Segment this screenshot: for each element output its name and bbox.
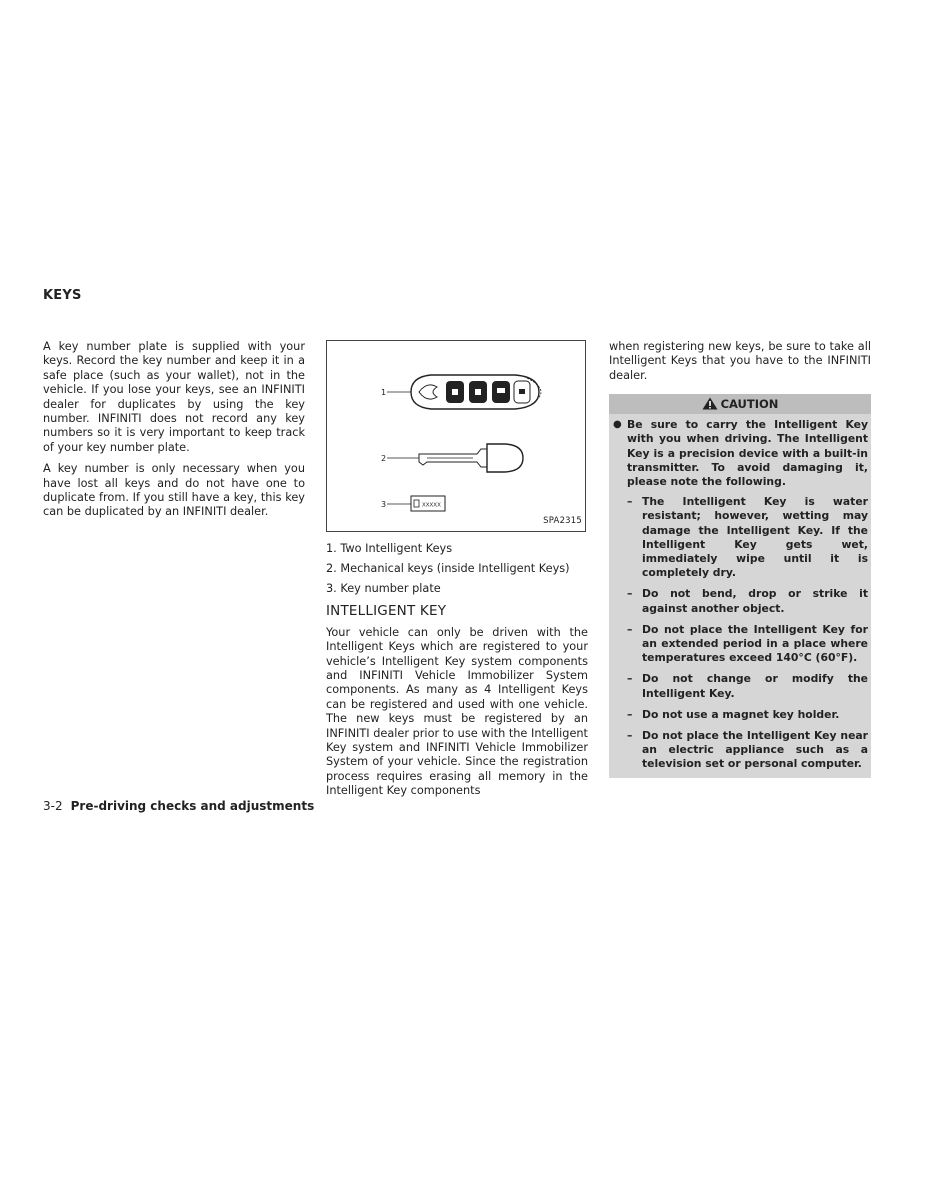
caution-box — [609, 394, 871, 777]
legend-item: 3. Key number plate — [326, 582, 441, 595]
caution-dash-item — [627, 495, 868, 580]
keys-illustration — [327, 341, 587, 533]
caution-header — [609, 394, 871, 414]
key-plate-paragraph: A key number plate is supplied with your keys. Record the key number and keep it in a safe place (such as your wallet), not in the vehicle. If you lose your keys, see an INFINITI dealer for duplicates by using the key number. INFINITI does not record any key numbers so it is very important to keep track of your key number plate. — [43, 340, 305, 454]
intelligent-key-paragraph: Your vehicle can only be driven with the Intelligent Keys which are registered to your vehicle’s Intelligent Key system components and INFINITI Vehicle Immobilizer System components. As many as 4 Intelligent Keys can be registered and used with one vehicle. The new keys must be registered by an INFINITI dealer prior to use with the Intelligent Key system and INFINITI Vehicle Immobilizer System of your vehicle. Since the registration process requires erasing all memory in the Intelligent Key components — [326, 625, 588, 798]
figure-code: SPA2315 — [543, 515, 582, 526]
callout-3: 3 — [381, 500, 387, 509]
caution-dash-text: Do not use a magnet key holder. — [642, 707, 840, 721]
intelligent-key-fob — [411, 375, 541, 409]
keys-figure — [326, 340, 586, 532]
figure-legend — [326, 542, 588, 596]
key-number-paragraph: A key number is only necessary when you have lost all keys and do not have one to duplicate from. If you still have a key, this key can be duplicated by an INFINITI dealer. — [43, 462, 305, 519]
chapter-title: Pre-driving checks and adjustments — [70, 799, 315, 813]
column-2 — [326, 340, 588, 799]
legend-item: 1. Two Intelligent Keys — [326, 542, 453, 555]
page-number: 3-2 — [43, 799, 63, 813]
section-title: KEYS — [43, 288, 82, 303]
dash-mark: – — [627, 672, 633, 686]
caution-title: CAUTION — [720, 397, 779, 412]
caution-dash-text: The Intelligent Key is water resistant; however, wetting may damage the Intelligent Key. If the Intelligent Key gets wet, immediately wipe until it is completely dry. — [642, 495, 868, 580]
dash-mark: – — [627, 495, 633, 509]
intelligent-key-heading: INTELLIGENT KEY — [326, 603, 447, 620]
dash-mark: – — [627, 729, 633, 743]
page-footer — [43, 798, 314, 814]
caution-dash-item — [627, 729, 868, 772]
dash-mark: – — [627, 622, 633, 636]
caution-bullet-text: Be sure to carry the Intelligent Key with you when driving. The Intelligent Key is a precision device with a built-in transmitter. To avoid damaging it, please note the following. — [627, 418, 868, 489]
caution-dash-text: Do not place the Intelligent Key near an electric appliance such as a television set or personal computer. — [642, 729, 868, 771]
intelligent-key-continued: when registering new keys, be sure to take all Intelligent Keys that you have to the INFINITI dealer. — [609, 340, 871, 382]
warning-triangle-icon — [702, 396, 718, 416]
caution-bullet — [613, 418, 868, 489]
caution-dash-text: Do not change or modify the Intelligent Key. — [642, 672, 868, 700]
caution-dash-item — [627, 672, 868, 700]
caution-dash-text: Do not place the Intelligent Key for an extended period in a place where temperatures exceed 140°C (60°F). — [642, 622, 868, 665]
caution-body — [609, 414, 871, 771]
legend-item: 2. Mechanical keys (inside Intelligent Keys) — [326, 562, 570, 575]
bullet-dot-icon: ● — [613, 419, 622, 431]
key-number-plate — [411, 496, 445, 511]
caution-dash-text: Do not bend, drop or strike it against another object. — [642, 587, 868, 615]
callout-2: 2 — [381, 454, 387, 463]
plate-text: XXXXX — [422, 502, 441, 509]
callout-1: 1 — [381, 388, 387, 397]
dash-mark: – — [627, 587, 633, 601]
caution-dash-item — [627, 623, 868, 666]
column-3 — [609, 340, 871, 778]
column-1 — [43, 340, 305, 527]
caution-dash-item — [627, 708, 868, 722]
caution-dash-item — [627, 587, 868, 615]
dash-mark: – — [627, 707, 633, 721]
mechanical-key — [419, 444, 523, 472]
